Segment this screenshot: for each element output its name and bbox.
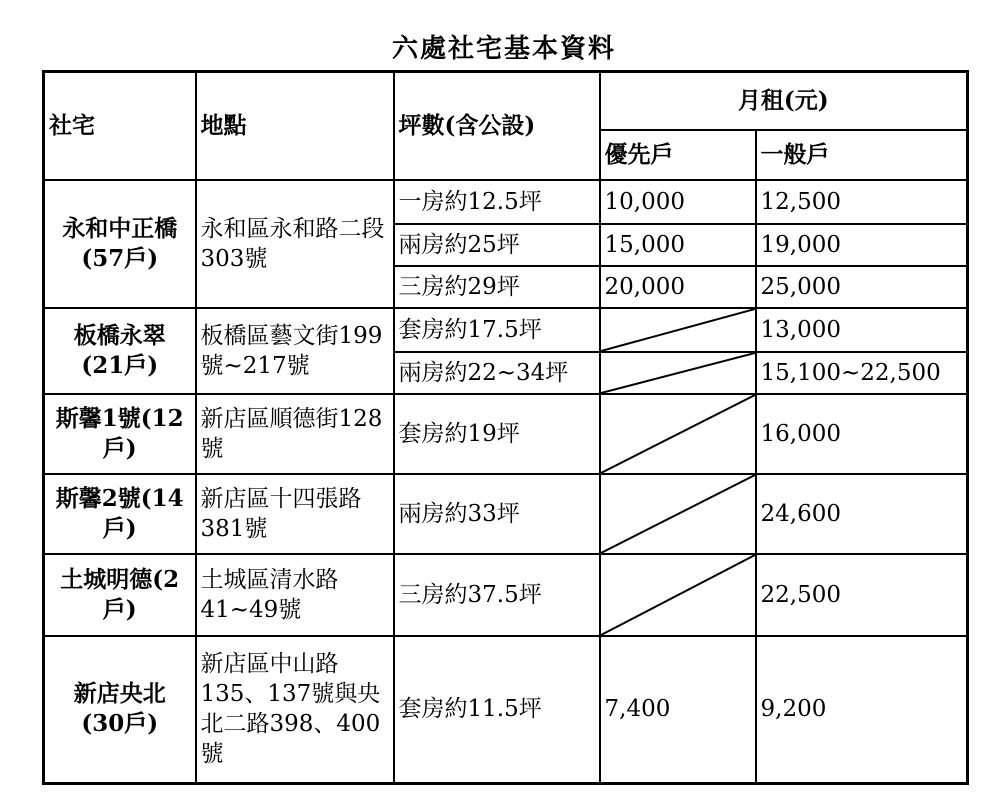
housing-address: 新店區十四張路381號 xyxy=(196,474,394,554)
rent-general: 13,000 xyxy=(756,308,968,352)
housing-name-line1: 斯馨1號(12 xyxy=(55,404,184,432)
diagonal-slash xyxy=(601,395,755,473)
housing-name-line2: (21戶) xyxy=(81,351,159,379)
header-rent: 月租(元) xyxy=(600,72,968,130)
housing-address: 土城區清水路41~49號 xyxy=(196,554,394,636)
housing-name xyxy=(44,554,196,636)
table-row xyxy=(44,474,968,554)
header-priority: 優先戶 xyxy=(600,130,756,180)
unit-area: 套房約19坪 xyxy=(394,394,600,474)
housing-name xyxy=(44,394,196,474)
housing-name-line1: 斯馨2號(14 xyxy=(55,484,184,512)
table-header-row xyxy=(44,72,968,130)
rent-general: 15,100~22,500 xyxy=(756,352,968,394)
header-location: 地點 xyxy=(196,72,394,180)
housing-name-line1: 土城明德(2 xyxy=(60,565,180,593)
housing-table xyxy=(42,70,969,785)
header-housing: 社宅 xyxy=(44,72,196,180)
housing-name-line2: 戶) xyxy=(102,514,137,542)
housing-name-line2: 戶) xyxy=(102,595,137,623)
housing-name xyxy=(44,636,196,784)
rent-priority-not-applicable xyxy=(600,474,756,554)
diagonal-slash xyxy=(601,475,755,553)
rent-priority-not-applicable xyxy=(600,394,756,474)
unit-area: 套房約11.5坪 xyxy=(394,636,600,784)
rent-general: 25,000 xyxy=(756,266,968,308)
rent-priority-not-applicable xyxy=(600,308,756,352)
housing-address: 永和區永和路二段303號 xyxy=(196,180,394,308)
table-row xyxy=(44,180,968,224)
unit-area: 三房約37.5坪 xyxy=(394,554,600,636)
rent-priority-not-applicable xyxy=(600,554,756,636)
table-row xyxy=(44,394,968,474)
housing-name xyxy=(44,308,196,394)
document-title: 六處社宅基本資料 xyxy=(391,34,616,64)
housing-address: 板橋區藝文街199號~217號 xyxy=(196,308,394,394)
table-row xyxy=(44,636,968,784)
housing-name xyxy=(44,180,196,308)
housing-name-line1: 永和中正橋 xyxy=(62,214,178,242)
housing-name-line2: 戶) xyxy=(102,434,137,462)
rent-general: 9,200 xyxy=(756,636,968,784)
housing-name-line1: 新店央北 xyxy=(73,680,166,708)
housing-address: 新店區順德街128號 xyxy=(196,394,394,474)
rent-general: 24,600 xyxy=(756,474,968,554)
housing-name xyxy=(44,474,196,554)
diagonal-slash xyxy=(601,353,755,393)
rent-priority: 20,000 xyxy=(600,266,756,308)
housing-name-line2: (30戶) xyxy=(81,710,159,738)
unit-area: 一房約12.5坪 xyxy=(394,180,600,224)
housing-name-line1: 板橋永翠 xyxy=(73,321,166,349)
unit-area: 兩房約33坪 xyxy=(394,474,600,554)
rent-general: 22,500 xyxy=(756,554,968,636)
header-area: 坪數(含公設) xyxy=(394,72,600,180)
table-row xyxy=(44,554,968,636)
header-general: 一般戶 xyxy=(756,130,968,180)
unit-area: 三房約29坪 xyxy=(394,266,600,308)
diagonal-slash xyxy=(601,309,755,351)
diagonal-slash xyxy=(601,555,755,635)
rent-priority: 10,000 xyxy=(600,180,756,224)
housing-address: 新店區中山路135、137號與央北二路398、400號 xyxy=(196,636,394,784)
rent-general: 12,500 xyxy=(756,180,968,224)
unit-area: 套房約17.5坪 xyxy=(394,308,600,352)
housing-name-line2: (57戶) xyxy=(81,244,159,272)
rent-priority: 15,000 xyxy=(600,224,756,266)
rent-priority: 7,400 xyxy=(600,636,756,784)
unit-area: 兩房約25坪 xyxy=(394,224,600,266)
table-row xyxy=(44,308,968,352)
unit-area: 兩房約22~34坪 xyxy=(394,352,600,394)
rent-priority-not-applicable xyxy=(600,352,756,394)
rent-general: 16,000 xyxy=(756,394,968,474)
rent-general: 19,000 xyxy=(756,224,968,266)
